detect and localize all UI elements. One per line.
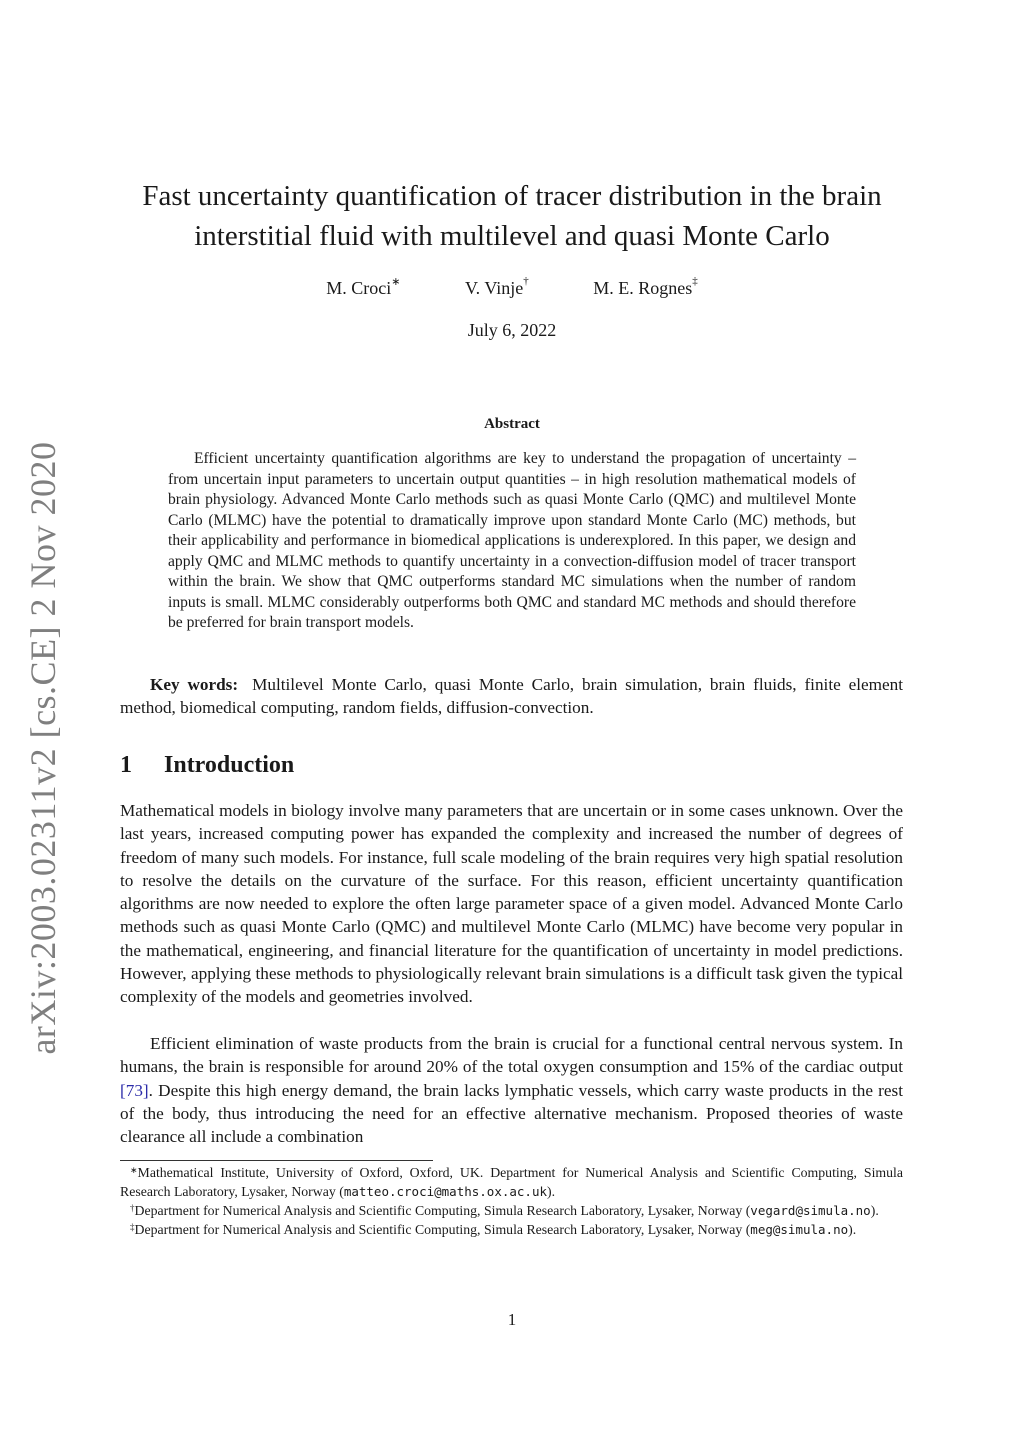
footnote-divider <box>120 1160 433 1161</box>
author-list <box>0 275 1024 299</box>
title-line-2: interstitial fluid with multilevel and quasi Monte Carlo <box>194 220 830 252</box>
section-title: Introduction <box>164 752 295 778</box>
author-footnote-mark[interactable]: † <box>523 275 529 287</box>
section-number: 1 <box>120 752 132 778</box>
footnote-mark: ‡ <box>130 1222 135 1232</box>
paragraph-text: Efficient elimination of waste products from the brain is crucial for a functional central nervous system. In humans, the brain is responsible for around 20% of the total oxygen consumption and 15% of the cardiac output <box>120 1034 903 1077</box>
email-link[interactable]: matteo.croci@maths.ox.ac.uk <box>343 1184 548 1199</box>
author-vinje <box>464 275 529 299</box>
footnote-close: ). <box>870 1203 879 1218</box>
arxiv-identifier-stamp: arXiv:2003.02311v2 [cs.CE] 2 Nov 2020 <box>23 441 63 1055</box>
intro-paragraph-2 <box>120 1032 903 1148</box>
author-rognes <box>593 275 698 299</box>
author-name: M. Croci <box>326 278 392 298</box>
keywords-label: Key words: <box>150 675 239 694</box>
footnote-text: Mathematical Institute, University of Oxford, Oxford, UK. Department for Numerical Analysis and Scientific Computing, Simula Research Laboratory, Lysaker, Norway ( <box>120 1165 903 1199</box>
intro-paragraph-1: Mathematical models in biology involve many parameters that are uncertain or in some cases unknown. Over the last years, increased computing power has expanded the complexity and increased the number of degrees of freedom of many such models. For instance, full scale modeling of the brain requires very high spatial resolution to resolve the details on the curvature of the surface. For this reason, efficient uncertainty quantification algorithms are now needed to explore the often large parameter space of a given model. Advanced Monte Carlo methods such as quasi Monte Carlo (QMC) and multilevel Monte Carlo (MLMC) have become very popular in the mathematical, engineering, and financial literature for the quantification of uncertainty in model predictions. However, applying these methods to physiologically relevant brain simulations is a difficult task given the typical complexity of the models and geometries involved. <box>120 801 903 1007</box>
keywords-text: Multilevel Monte Carlo, quasi Monte Carlo, brain simulation, brain fluids, finite element method, biomedical computing, random fields, diffusion-convection. <box>120 675 903 717</box>
title-line-1: Fast uncertainty quantification of tracer distribution in the brain <box>142 180 882 212</box>
footnote-close: ). <box>547 1184 556 1199</box>
author-footnote-mark[interactable]: ‡ <box>692 275 698 287</box>
email-link[interactable]: vegard@simula.no <box>750 1203 871 1218</box>
footnotes <box>120 1163 903 1239</box>
footnote-vinje <box>120 1201 903 1220</box>
publication-date: July 6, 2022 <box>467 320 557 340</box>
abstract-heading: Abstract <box>484 416 540 432</box>
paragraph-text: . Despite this high energy demand, the brain lacks lymphatic vessels, which carry waste products in the rest of the body, thus introducing the need for an effective alternative mechanism. Proposed theories of waste clearance all include a combination <box>120 1080 903 1147</box>
footnote-mark: † <box>130 1203 135 1213</box>
footnote-croci <box>120 1163 903 1201</box>
footnote-mark: ∗ <box>130 1165 138 1175</box>
page-number: 1 <box>507 1310 517 1329</box>
paper-title <box>100 176 924 256</box>
section-heading-introduction <box>120 752 294 779</box>
keywords <box>120 673 903 719</box>
author-name: V. Vinje <box>464 278 524 298</box>
footnote-close: ). <box>848 1222 857 1237</box>
abstract-text: Efficient uncertainty quantification algorithms are key to understand the propagation of uncertainty – from uncertain input parameters to uncertain output quantities – in high resolution mathematical models of brain physiology. Advanced Monte Carlo methods such as quasi Monte Carlo (QMC) and multilevel Monte Carlo (MLMC) have the potential to dramatically improve upon standard Monte Carlo (MC) methods, but their applicability and performance in biomedical applications is underexplored. In this paper, we design and apply QMC and MLMC methods to quantify uncertainty in a convection-diffusion model of tracer transport within the brain. We show that QMC outperforms standard MC simulations when the number of random inputs is small. MLMC considerably outperforms both QMC and standard MC methods and should therefore be preferred for brain transport models. <box>168 450 856 631</box>
email-link[interactable]: meg@simula.no <box>750 1222 849 1237</box>
footnote-text: Department for Numerical Analysis and Scientific Computing, Simula Research Laboratory, Lysaker, Norway ( <box>134 1203 751 1218</box>
citation-link[interactable]: [73] <box>120 1080 149 1100</box>
author-croci <box>326 278 400 299</box>
footnote-text: Department for Numerical Analysis and Scientific Computing, Simula Research Laboratory, Lysaker, Norway ( <box>134 1222 751 1237</box>
author-footnote-mark[interactable]: ∗ <box>391 276 401 288</box>
footnote-rognes <box>120 1220 903 1239</box>
author-name: M. E. Rognes <box>593 278 693 298</box>
